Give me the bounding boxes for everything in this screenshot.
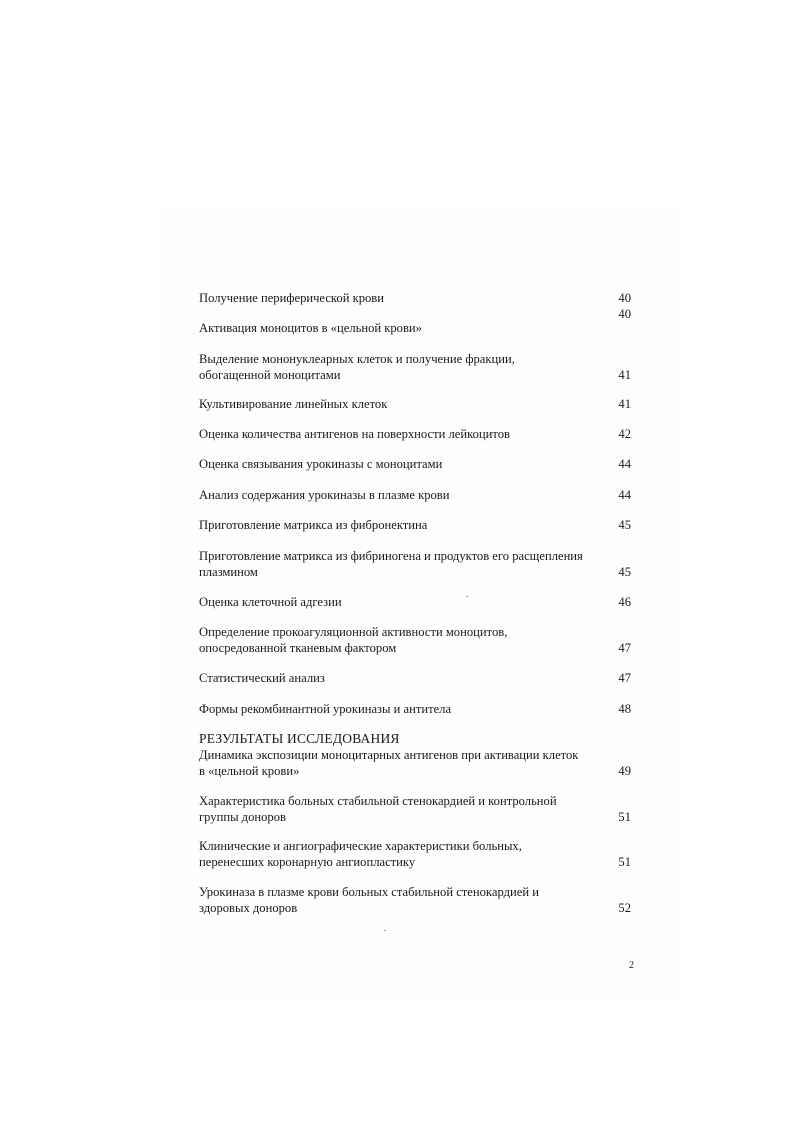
toc-entry-page: 40 xyxy=(618,291,631,305)
toc-entry-page: 45 xyxy=(618,518,631,532)
toc-entry-title: Определение прокоагуляционной активности моноцитов, опосредованной тканевым фактором xyxy=(199,625,508,655)
toc-entry-title: Динамика экспозиции моноцитарных антигенов при активации клеток в «цельной крови» xyxy=(199,748,579,778)
toc-entry xyxy=(199,793,631,825)
toc-entry-title: Статистический анализ xyxy=(199,671,325,685)
toc-entry xyxy=(199,320,631,336)
toc-entry-title: Формы рекомбинантной урокиназы и антитела xyxy=(199,702,452,716)
toc-entry xyxy=(199,701,631,717)
toc-entry xyxy=(199,747,631,779)
toc-entry-page: 51 xyxy=(618,810,631,824)
toc-entry-title: Клинические и ангиографические характеристики больных, перенесших коронарную ангиопластику xyxy=(199,839,522,869)
toc-entry xyxy=(199,456,631,472)
toc-entry-title: Оценка связывания урокиназы с моноцитами xyxy=(199,457,443,471)
toc-entry xyxy=(199,624,631,656)
toc-entry xyxy=(199,396,631,412)
toc-entry xyxy=(199,670,631,686)
toc-entry xyxy=(199,884,631,916)
toc-entry xyxy=(199,517,631,533)
toc-entry-page: 47 xyxy=(618,671,631,685)
toc-entry xyxy=(199,290,631,306)
scan-speck xyxy=(384,930,386,931)
toc-entry xyxy=(199,351,631,383)
toc-entry-page: 41 xyxy=(618,368,631,382)
toc-entry-page: 49 xyxy=(618,764,631,778)
toc-entry-page: 48 xyxy=(618,702,631,716)
toc-entry-page: 40 xyxy=(618,307,631,321)
toc-entry-page: 42 xyxy=(618,427,631,441)
toc-entry-title: Анализ содержания урокиназы в плазме крови xyxy=(199,488,450,502)
toc-entry-page: 41 xyxy=(618,397,631,411)
toc-entry-page: 44 xyxy=(618,457,631,471)
toc-entry-title: Урокиназа в плазме крови больных стабильной стенокардией и здоровых доноров xyxy=(199,885,539,915)
toc-entry xyxy=(199,548,631,580)
toc-entry-page: 44 xyxy=(618,488,631,502)
toc-entry xyxy=(199,487,631,503)
page-number: 2 xyxy=(629,960,634,971)
toc-entry-title: Приготовление матрикса из фибриногена и продуктов его расщепления плазмином xyxy=(199,549,583,579)
toc-entry-title: Приготовление матрикса из фибронектина xyxy=(199,518,428,532)
toc-entry-page: 46 xyxy=(618,595,631,609)
toc-entry xyxy=(199,594,631,610)
toc-entry-title: Получение периферической крови xyxy=(199,291,384,305)
toc-entry-title: Характеристика больных стабильной стенокардией и контрольной группы доноров xyxy=(199,794,557,824)
toc-entry-page: 47 xyxy=(618,641,631,655)
toc-entry-page: 52 xyxy=(618,901,631,915)
toc-entry-title: Оценка количества антигенов на поверхности лейкоцитов xyxy=(199,427,510,441)
toc-entry xyxy=(199,426,631,442)
toc-entry-title: Оценка клеточной адгезии xyxy=(199,595,342,609)
toc-entry-title: Активация моноцитов в «цельной крови» xyxy=(199,321,422,335)
toc-entry-page: 51 xyxy=(618,855,631,869)
scan-speck xyxy=(466,596,468,597)
toc-entry-title: Выделение мононуклеарных клеток и получение фракции, обогащенной моноцитами xyxy=(199,352,515,382)
section-heading: РЕЗУЛЬТАТЫ ИССЛЕДОВАНИЯ xyxy=(199,731,400,746)
toc-entry-title: Культивирование линейных клеток xyxy=(199,397,388,411)
toc-entry xyxy=(199,838,631,870)
toc-entry-page: 45 xyxy=(618,565,631,579)
